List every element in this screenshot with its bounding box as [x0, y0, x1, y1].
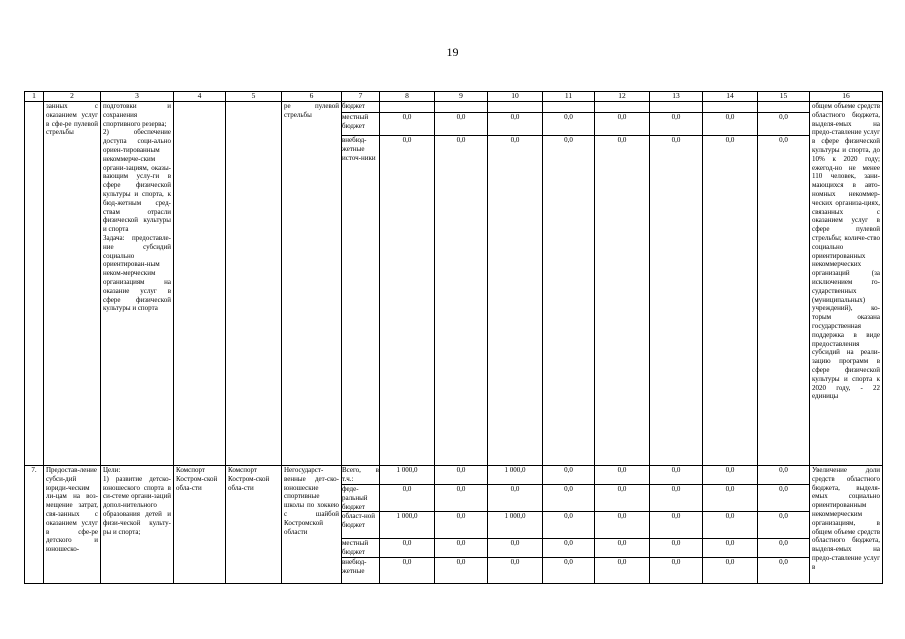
header-col-7: 7	[342, 92, 380, 102]
funding-value: 0,0	[435, 112, 488, 135]
funding-value: 0,0	[488, 557, 543, 576]
funding-value: 0,0	[543, 538, 595, 557]
row-a-indicators: общем объеме средств областного бюджета, выделя-емых на предо-ставление услуг в сфере физической культуры и спорта, до 10% к 2020 году; ежегод-но не менее 110 человек, зани-мающихся в авто-номных некоммер-ческих организа-циях, связанных с оказанием услуг в сфере пулевой стрельбы; количе-ство социально ориентированных некоммерческих организаций (за исключением го-сударственных (муниципальных) учреждений), ко-торым оказана государственная поддержка в виде предоставления субсидий на реали-зацию программ в сфере физической культуры и спорта к 2020 году, - 22 единицы	[810, 102, 883, 466]
funding-value: 0,0	[758, 112, 810, 135]
row-b-coexecutor: Комспорт Костром-ской обла-сти	[226, 466, 282, 584]
funding-source: местный бюджет	[342, 112, 380, 135]
funding-value	[543, 102, 595, 112]
row-a-val-col8	[380, 102, 435, 466]
header-col-12: 12	[595, 92, 650, 102]
funding-value: 0,0	[650, 112, 703, 135]
funding-value: 0,0	[380, 538, 435, 557]
row-a-val-col9	[435, 102, 488, 466]
row-b-goals: Цели: 1) развитие детско-юношеского спорта в си-стеме органи-заций допол-нительного образования детей и физи-ческой культу-ры и спорта;	[101, 466, 174, 584]
funding-value: 0,0	[758, 511, 810, 538]
funding-value: 0,0	[543, 484, 595, 511]
funding-value	[488, 102, 543, 112]
funding-value: 1 000,0	[396, 466, 418, 474]
row-b-participants: Негосударст-венные дет-ско-юношеские спортивные школы по хоккею с шайбой Костромской области	[282, 466, 342, 584]
funding-value: 0,0	[543, 135, 595, 176]
funding-value: 0,0	[488, 135, 543, 176]
row-a-val-col11	[543, 102, 595, 466]
row-b-val-col8	[380, 466, 435, 584]
funding-value: 0,0	[595, 538, 650, 557]
funding-value	[758, 102, 810, 112]
funding-value: 0,0	[703, 484, 758, 511]
table-row	[25, 466, 883, 584]
funding-value: 0,0	[488, 112, 543, 135]
funding-source: бюджет	[342, 102, 365, 110]
funding-value: 0,0	[435, 538, 488, 557]
row-b-sources	[342, 466, 380, 584]
funding-value: 1 000,0	[488, 511, 543, 538]
header-col-11: 11	[543, 92, 595, 102]
funding-source: област-ной бюджет	[342, 511, 380, 538]
funding-value: 0,0	[595, 112, 650, 135]
funding-value: 0,0	[703, 112, 758, 135]
funding-source: внебюд-жетные	[342, 557, 380, 576]
row-b-val-col14	[703, 466, 758, 584]
row-a-num	[25, 102, 44, 466]
row-b-num: 7.	[25, 466, 44, 584]
row-b-val-col15	[758, 466, 810, 584]
funding-value: 0,0	[703, 538, 758, 557]
row-a-participants: ре пулевой стрельбы	[282, 102, 342, 466]
funding-source: местный бюджет	[342, 538, 380, 557]
funding-value: 0,0	[435, 135, 488, 176]
funding-source: Всего, в т.ч.:	[342, 466, 379, 483]
header-col-13: 13	[650, 92, 703, 102]
header-col-16: 16	[810, 92, 883, 102]
funding-value: 0,0	[435, 557, 488, 576]
row-a-val-col12	[595, 102, 650, 466]
funding-value: 1 000,0	[504, 466, 526, 474]
page-number: 19	[446, 45, 459, 59]
funding-value: 0,0	[650, 135, 703, 176]
header-col-6: 6	[282, 92, 342, 102]
row-b-val-col12	[595, 466, 650, 584]
header-col-3: 3	[101, 92, 174, 102]
funding-value: 0,0	[650, 511, 703, 538]
funding-source: внебюд-жетные источ-ники	[342, 135, 380, 176]
row-a-measure: занных с оказанием услуг в сфе-ре пулевой стрельбы	[44, 102, 101, 466]
funding-value: 0,0	[758, 557, 810, 576]
table-row	[25, 102, 883, 466]
funding-value: 0,0	[380, 135, 435, 176]
row-a-val-col13	[650, 102, 703, 466]
header-col-2: 2	[44, 92, 101, 102]
funding-value	[703, 102, 758, 112]
funding-value	[380, 102, 435, 112]
funding-value: 1 000,0	[380, 511, 435, 538]
funding-value: 0,0	[595, 557, 650, 576]
funding-value: 0,0	[617, 466, 627, 474]
funding-value: 0,0	[435, 484, 488, 511]
funding-value: 0,0	[650, 538, 703, 557]
row-a-executor	[174, 102, 226, 466]
row-b-measure: Предостав-ление субси-дий юриди-ческим ли-цам на воз-мещение затрат, свя-занных с оказанием услуг в сфе-ре детского и юношеско-	[44, 466, 101, 584]
row-a-val-col10	[488, 102, 543, 466]
row-a-goals: подготовки и сохранения спортивного резерва; 2) обеспечение доступа соци-ально ориен-тированным некоммерче-ским органи-зациям, оказы-вающим услу-ги в сфере физической культуры и спорта, к бюд-жетным сред-ствам отрасли физической культуры и спорта Задача: предоставле-ние субсидий социально ориентирован-ным неком-мерческим организациям на оказание услуг в сфере физической культуры и спорта	[101, 102, 174, 466]
funding-source: феде-ральный бюджет	[342, 484, 380, 511]
funding-value: 0,0	[488, 484, 543, 511]
funding-value: 0,0	[758, 538, 810, 557]
program-table	[24, 91, 883, 584]
header-col-1: 1	[25, 92, 44, 102]
funding-value: 0,0	[650, 557, 703, 576]
funding-value	[435, 102, 488, 112]
funding-value: 0,0	[703, 557, 758, 576]
funding-value: 0,0	[380, 112, 435, 135]
funding-value: 0,0	[703, 511, 758, 538]
header-col-8: 8	[380, 92, 435, 102]
header-col-14: 14	[703, 92, 758, 102]
funding-value: 0,0	[543, 511, 595, 538]
row-b-indicators: Увеличение доли средств областного бюджета, выделя-емых социально ориентированным некоммерческим организациям, в общем объеме средств областного бюджета, выделя-емых на предо-ставление услуг в	[810, 466, 883, 584]
header-col-9: 9	[435, 92, 488, 102]
funding-value: 0,0	[564, 466, 573, 474]
funding-value: 0,0	[758, 484, 810, 511]
funding-value: 0,0	[488, 538, 543, 557]
funding-value: 0,0	[650, 484, 703, 511]
funding-value: 0,0	[456, 466, 466, 474]
funding-value: 0,0	[671, 466, 681, 474]
funding-value: 0,0	[595, 135, 650, 176]
funding-value: 0,0	[703, 135, 758, 176]
header-col-5: 5	[226, 92, 282, 102]
header-col-10: 10	[488, 92, 543, 102]
row-a-val-col15	[758, 102, 810, 466]
row-b-val-col11	[543, 466, 595, 584]
funding-value: 0,0	[380, 484, 435, 511]
row-b-val-col13	[650, 466, 703, 584]
row-a-val-col14	[703, 102, 758, 466]
funding-value: 0,0	[543, 112, 595, 135]
header-col-15: 15	[758, 92, 810, 102]
row-b-executor: Комспорт Костром-ской обла-сти	[174, 466, 226, 584]
funding-value: 0,0	[595, 511, 650, 538]
funding-value: 0,0	[595, 484, 650, 511]
funding-value: 0,0	[758, 135, 810, 176]
funding-value: 0,0	[380, 557, 435, 576]
funding-value	[595, 102, 650, 112]
row-b-val-col10	[488, 466, 543, 584]
row-b-val-col9	[435, 466, 488, 584]
funding-value: 0,0	[543, 557, 595, 576]
funding-value	[650, 102, 703, 112]
funding-value: 0,0	[435, 511, 488, 538]
header-row	[25, 92, 883, 102]
header-col-4: 4	[174, 92, 226, 102]
row-a-sources	[342, 102, 380, 466]
row-a-coexecutor	[226, 102, 282, 466]
funding-value: 0,0	[725, 466, 735, 474]
funding-value: 0,0	[779, 466, 788, 474]
